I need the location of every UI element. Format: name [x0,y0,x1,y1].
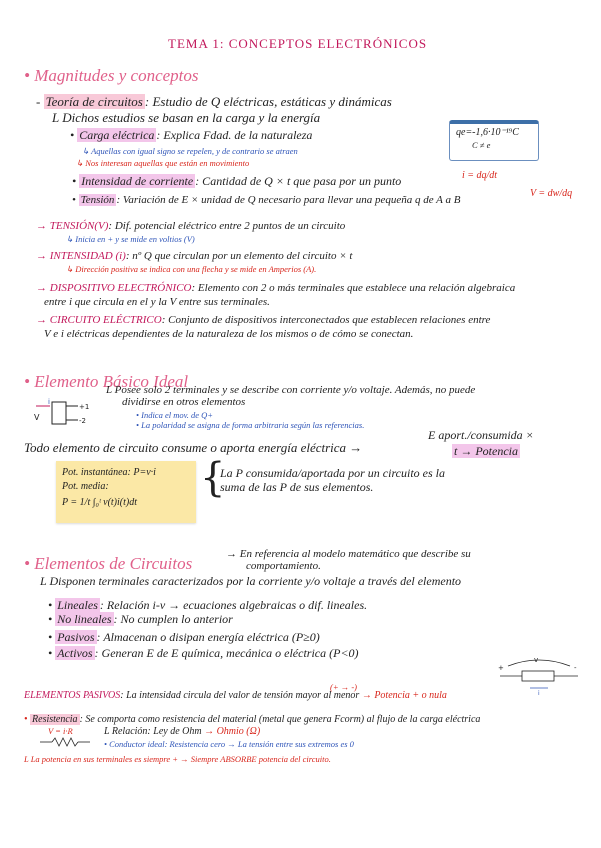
todo-line: Todo elemento de circuito consume o aporta energía eléctrica → [24,440,363,455]
brace: { [200,455,226,501]
carga-red-note: ↳ Nos interesan aquellas que están en movimiento [76,158,250,168]
pasivos-red: → Potencia + o nula [361,690,447,701]
resistencia-line: • Resistencia : Se comporta como resistencia del material (metal que genera Fcorm) al flujo de la carga eléctrica [24,714,481,725]
pasivos-line: • Pasivos : Almacenan o disipan energía eléctrica (P≥0) [48,630,320,644]
posee-blue-2: • La polaridad se asigna de forma arbitraria según las referencias. [136,420,365,430]
posee-blue-1: • Indica el mov. de Q+ [136,410,214,420]
elemento-heading-text: Elemento Básico Ideal [34,372,189,391]
intensidad-i-red: ↳ Dirección positiva se indica con una flecha y se mide en Amperios (A). [66,264,317,274]
sticky-line-1: Pot. instantánea: P=v·i [62,467,156,478]
tension-v-label: TENSIÓN(V) [49,220,109,232]
nolineales-line: • No lineales : No cumplen lo anterior [48,612,233,626]
dispositivo-line: → DISPOSITIVO ELECTRÓNICO: Elemento con 2 o más terminales que establece una relación algebraica [36,282,516,294]
intensidad-line: • Intensidad de corriente : Cantidad de Q × t que pasa por un punto [72,174,402,188]
ref-line: → En referencia al modelo matemático que describe su [226,548,471,560]
intensidad-i-label: INTENSIDAD (i) [49,250,126,262]
aport-text: E aport./consumida × [428,428,534,442]
potencia-label: t → Potencia [454,444,518,458]
potencia-text [452,444,520,459]
page-title: TEMA 1: CONCEPTOS ELECTRÓNICOS [168,36,428,51]
formula-v: V = dw/dq [530,188,573,199]
dichos-line: L Dichos estudios se basan en la carga y la energía [52,110,321,125]
tension-line: • Tensión : Variación de E × unidad de Q necesario para llevar una pequeña q de A a B [72,194,461,206]
carga-label: Carga eléctrica [79,128,155,142]
svg-text:i: i [538,690,540,696]
ref-line-2: comportamiento. [246,560,321,572]
sticky-note [56,461,196,523]
sticky-line-2: Pot. media: [62,481,109,492]
activos-label: Activos [57,646,93,660]
teoria-text: : Estudio de Q eléctricas, estáticas y dinámicas [144,94,392,109]
teoria-line: - Teoría de circuitos : Estudio de Q eléctricas, estáticas y dinámicas [36,94,392,109]
resistor-icon [40,736,90,748]
pasivos-heading-line: ELEMENTOS PASIVOS: La intensidad circula del valor de tensión mayor al menor → Potencia + o nula [24,690,447,701]
section-elementos-heading: • Elementos de Circuitos [24,554,193,573]
circuito-line: → CIRCUITO ELÉCTRICO: Conjunto de dispositivos interconectados que establecen relaciones entre [36,314,491,326]
formula-i: i = dq/dt [462,170,498,181]
tension-v-line: → TENSIÓN(V): Dif. potencial eléctrico entre 2 puntos de un circuito [36,220,346,232]
relacion-line [104,726,260,737]
svg-text:i: i [48,398,50,406]
passive-element-diagram [494,652,584,696]
ohm-text: → Ohmio (Ω) [204,726,261,737]
magnitudes-heading-text: Magnitudes y conceptos [34,66,199,85]
circuito-label: CIRCUITO ELÉCTRICO [49,314,162,326]
charge-formula: qe=-1,6·10⁻¹⁹C [456,127,519,138]
tension-v-blue: ↳ Inicia en + y se mide en voltios (V) [66,234,195,244]
elementos-heading-text: Elementos de Circuitos [34,554,193,573]
section-magnitudes-heading: • Magnitudes y conceptos [24,66,199,85]
nolineales-label: No lineales [57,612,112,626]
activos-line: • Activos : Generan E de E química, mecánica o eléctrica (P<0) [48,646,359,660]
pasivos-sup: (+ → -) [330,682,357,692]
pasivos-heading: ELEMENTOS PASIVOS [24,690,121,701]
pasivos-label: Pasivos [57,630,95,644]
carga-blue-note: ↳ Aquellas con igual signo se repelen, y de contrario se atraen [82,146,298,156]
relacion-text: L Relación: Ley de Ohm [104,726,202,737]
intensidad-i-line: → INTENSIDAD (i): nº Q que circulan por un elemento del circuito × t [36,250,353,262]
tension-text: : Variación de E × unidad de Q necesario para llevar una pequeña q de A a B [116,194,461,206]
carga-text: : Explica Fdad. de la naturaleza [156,128,313,142]
charge-formula-2: C ≠ e [472,140,491,150]
consumida-line-2: suma de las P de sus elementos. [220,480,374,494]
svg-text:v: v [534,656,539,664]
resistor-label: V = i·R [48,726,73,736]
consumida-line: La P consumida/aportada por un circuito es la [220,466,445,480]
potencia-absorbe-line: L La potencia en sus terminales es siempre + → Siempre ABSORBE potencia del circuito. [24,754,331,764]
intensidad-label: Intensidad de corriente [81,174,194,188]
svg-text:+1: +1 [79,403,90,411]
svg-text:-: - [574,664,577,672]
dispositivo-line-2: entre i que circula en el y la V entre sus terminales. [44,296,270,308]
posee-line-2: dividirse en otros elementos [122,396,246,408]
posee-line: L Posee solo 2 terminales y se describe con corriente y/o voltaje. Además, no puede [106,384,476,396]
svg-text:V: V [34,413,40,422]
section-elemento-heading: • Elemento Básico Ideal [24,372,189,391]
disponen-line: L Disponen terminales caracterizados por la corriente y/o voltaje a través del elemento [40,574,462,588]
teoria-label: Teoría de circuitos [45,94,143,109]
intensidad-text: : Cantidad de Q × t que pasa por un punto [195,174,402,188]
svg-text:+: + [498,664,504,672]
lineales-line: • Lineales : Relación i-v → ecuaciones algebraicas o dif. lineales. [48,598,368,612]
dispositivo-label: DISPOSITIVO ELECTRÓNICO [49,282,192,294]
sticky-line-3: P = 1/t ∫₀ᵗ v(t)i(t)dt [62,497,137,508]
carga-line: • Carga eléctrica : Explica Fdad. de la naturaleza [70,128,313,142]
resistencia-label: Resistencia [32,714,78,725]
lineales-label: Lineales [57,598,98,612]
conductor-line: • Conductor ideal: Resistencia cero → La tensión entre sus extremos es 0 [104,739,354,749]
circuito-line-2: V e i eléctricas dependientes de la naturaleza de los mismos o de cómo se conectan. [44,328,414,340]
charge-formula-box [449,120,539,161]
tension-label: Tensión [80,194,115,206]
svg-text:-2: -2 [79,417,86,425]
element-diagram [34,398,90,430]
